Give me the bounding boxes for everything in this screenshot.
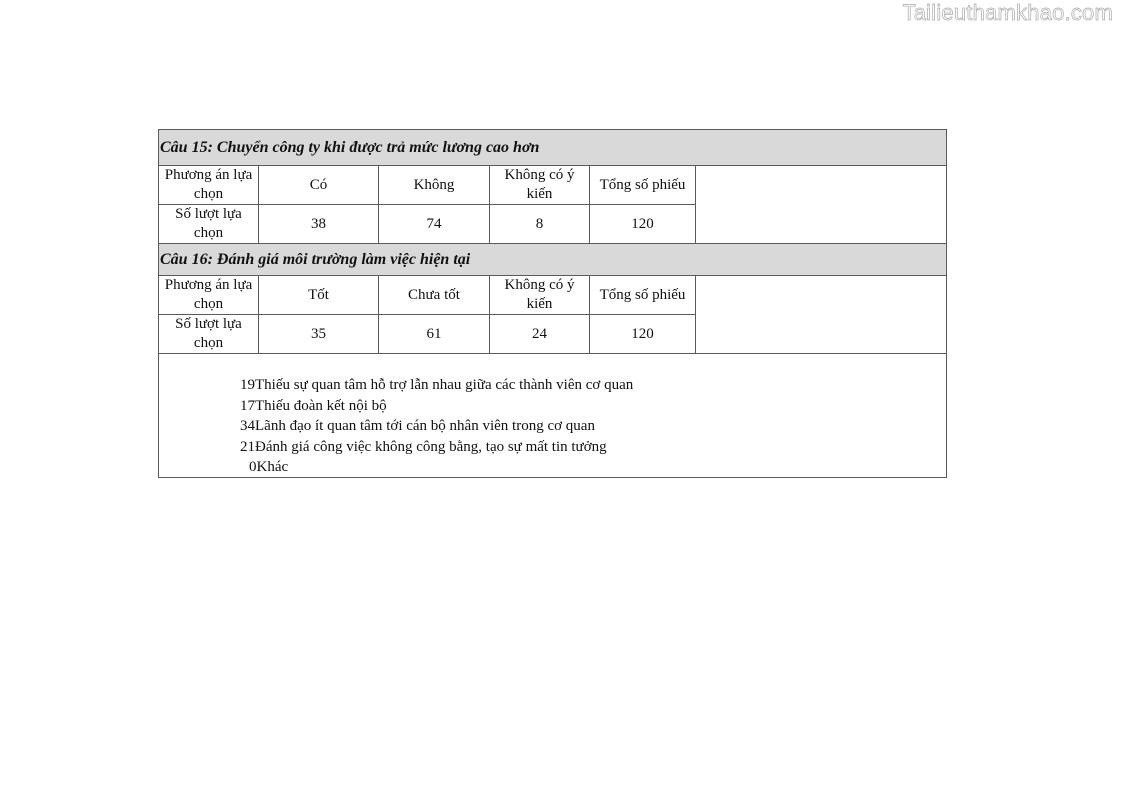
count-cell: 120	[590, 205, 696, 244]
option-cell: Tổng số phiếu	[590, 166, 696, 205]
counts-row	[159, 315, 696, 354]
reason-item: 17Thiếu đoàn kết nội bộ	[240, 397, 387, 414]
count-cell: 24	[490, 315, 590, 354]
question-15-title: Câu 15: Chuyển công ty khi được trả mức lương cao hơn	[159, 130, 946, 166]
option-cell: Tổng số phiếu	[590, 276, 696, 315]
reason-item: 0Khác	[249, 459, 289, 475]
count-cell: 120	[590, 315, 696, 354]
count-cell: 38	[259, 205, 379, 244]
reason-item: 19Thiếu sự quan tâm hỗ trợ lẫn nhau giữa các thành viên cơ quan	[240, 377, 634, 393]
row-label-counts: Số lượt lựa chọn	[159, 315, 259, 354]
option-cell: Không	[379, 166, 490, 205]
question-16-grid	[159, 276, 696, 353]
count-cell: 74	[379, 205, 490, 244]
options-row	[159, 166, 696, 205]
row-label-options: Phương án lựa chọn	[159, 276, 259, 315]
question-15-grid	[159, 166, 696, 243]
question-16-title: Câu 16: Đánh giá môi trường làm việc hiện tại	[159, 243, 946, 276]
question-15-block	[159, 130, 946, 243]
option-cell: Chưa tốt	[379, 276, 490, 315]
option-cell: Không có ý kiến	[490, 166, 590, 205]
options-row	[159, 276, 696, 315]
count-cell: 61	[379, 315, 490, 354]
count-cell: 8	[490, 205, 590, 244]
option-cell: Tốt	[259, 276, 379, 315]
watermark-text: Tailieuthamkhao.com	[902, 0, 1113, 25]
counts-row	[159, 205, 696, 244]
reason-item: 21Đánh giá công việc không công bằng, tạo sự mất tin tưởng	[240, 438, 607, 455]
count-cell: 35	[259, 315, 379, 354]
option-cell: Có	[259, 166, 379, 205]
row-label-counts: Số lượt lựa chọn	[159, 205, 259, 244]
survey-table	[158, 129, 947, 478]
reasons-list	[159, 353, 946, 477]
question-16-block	[159, 243, 946, 353]
option-cell: Không có ý kiến	[490, 276, 590, 315]
row-label-options: Phương án lựa chọn	[159, 166, 259, 205]
reason-item: 34Lãnh đạo ít quan tâm tới cán bộ nhân viên trong cơ quan	[240, 418, 595, 434]
